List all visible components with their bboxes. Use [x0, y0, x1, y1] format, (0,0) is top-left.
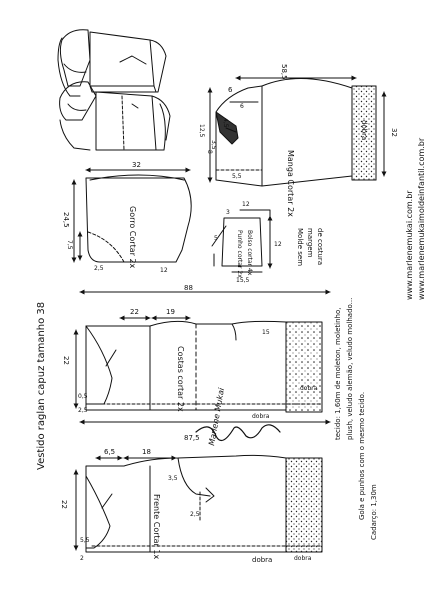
sleeve-measure-e: 5,5	[232, 173, 242, 180]
sleeve-piece	[210, 78, 384, 186]
materials-line-3: Gola e punhos com o mesmo tecido.	[358, 391, 366, 520]
sleeve-measure-b: 4,5	[222, 118, 229, 128]
hood-height-measure: 24,5	[62, 212, 70, 228]
back-neck-measure: 0,5	[78, 393, 88, 400]
page-title: Vestido raglan capuz tamanho 38	[36, 301, 47, 470]
hood-neck-measure: 7,5	[66, 240, 73, 250]
back-neck2-measure: 2,5	[78, 407, 88, 414]
front-fold-label-2: dobra	[294, 555, 312, 562]
hood-base-measure: 2,5	[94, 265, 104, 272]
sleeve-measure-a: 6	[228, 86, 233, 94]
pocket-measure-c: 15,5	[236, 277, 250, 284]
garment-sketch-back	[58, 30, 166, 96]
pocket-measure-b: 12	[274, 241, 282, 248]
signature: Marlene Mukai	[207, 387, 227, 447]
pocket-label: Bolso cortar 4x	[246, 230, 253, 276]
sleeve-label: Manga Cortar 2x	[286, 150, 295, 217]
seam-note-2: margem	[306, 228, 314, 258]
sleeve-measure-g: 6	[240, 103, 244, 110]
front-bottom-measure: 2	[80, 555, 84, 562]
materials-line-4: Cadarço: 1,30m	[370, 484, 378, 540]
pocket-measure-d: 5	[214, 235, 218, 242]
sleeve-measure-c: 3,5	[210, 140, 217, 150]
front-pocket-measure: 3,5	[168, 475, 178, 482]
website-2: www.marlenemukaimoldeinfantil.com.br	[417, 137, 426, 300]
front-top-measure: 6,5	[104, 448, 116, 456]
sleeve-fold-label: dobra	[360, 120, 368, 141]
pocket-measure-a: 12	[242, 201, 250, 208]
back-side-measure: 19	[166, 308, 175, 316]
back-piece	[76, 318, 322, 412]
front-fold-label: dobra	[252, 556, 273, 564]
sleeve-measure-f: 8	[206, 150, 213, 154]
sleeve-length-measure: 58,5	[280, 64, 288, 80]
back-top-measure: 22	[130, 308, 139, 316]
hood-label: Gorro Cortar 2x	[128, 206, 137, 269]
pocket-measure-e: 3	[226, 209, 230, 216]
back-height-measure: 88	[184, 284, 193, 292]
front-label: Frente Cortar 1x	[152, 494, 161, 560]
front-side-measure: 18	[142, 448, 151, 456]
front-height-measure: 87,5	[184, 434, 200, 442]
cuff-label: Punho cortar 2x	[236, 230, 243, 278]
front-hip-measure: 2,5	[190, 511, 200, 518]
materials-line-2: plush, veludo alemão, veludo molhado...	[346, 297, 354, 440]
hood-width-measure: 32	[132, 161, 141, 169]
seam-note-1: Molde sem	[296, 228, 304, 267]
back-fold-label-2: dobra	[252, 413, 270, 420]
back-label: Costas cortar 2x	[176, 346, 185, 412]
back-hem-measure: 15	[262, 329, 270, 336]
seam-note-3: de costura	[316, 228, 324, 266]
front-neck-measure: 5,5	[80, 537, 90, 544]
hood-small-measure: 12	[160, 267, 168, 274]
front-piece	[76, 455, 322, 552]
website-1: www.marlenemukai.com.br	[405, 190, 414, 300]
back-width-measure: 22	[62, 356, 70, 365]
sleeve-measure-d: 12,5	[198, 124, 205, 138]
back-fold-label: dobra	[300, 385, 318, 392]
front-width-measure: 22	[60, 500, 68, 509]
sleeve-cuff-measure: 32	[390, 128, 398, 137]
materials-line-1: tecido: 1,60m de moleton, moletinho,	[334, 307, 342, 440]
